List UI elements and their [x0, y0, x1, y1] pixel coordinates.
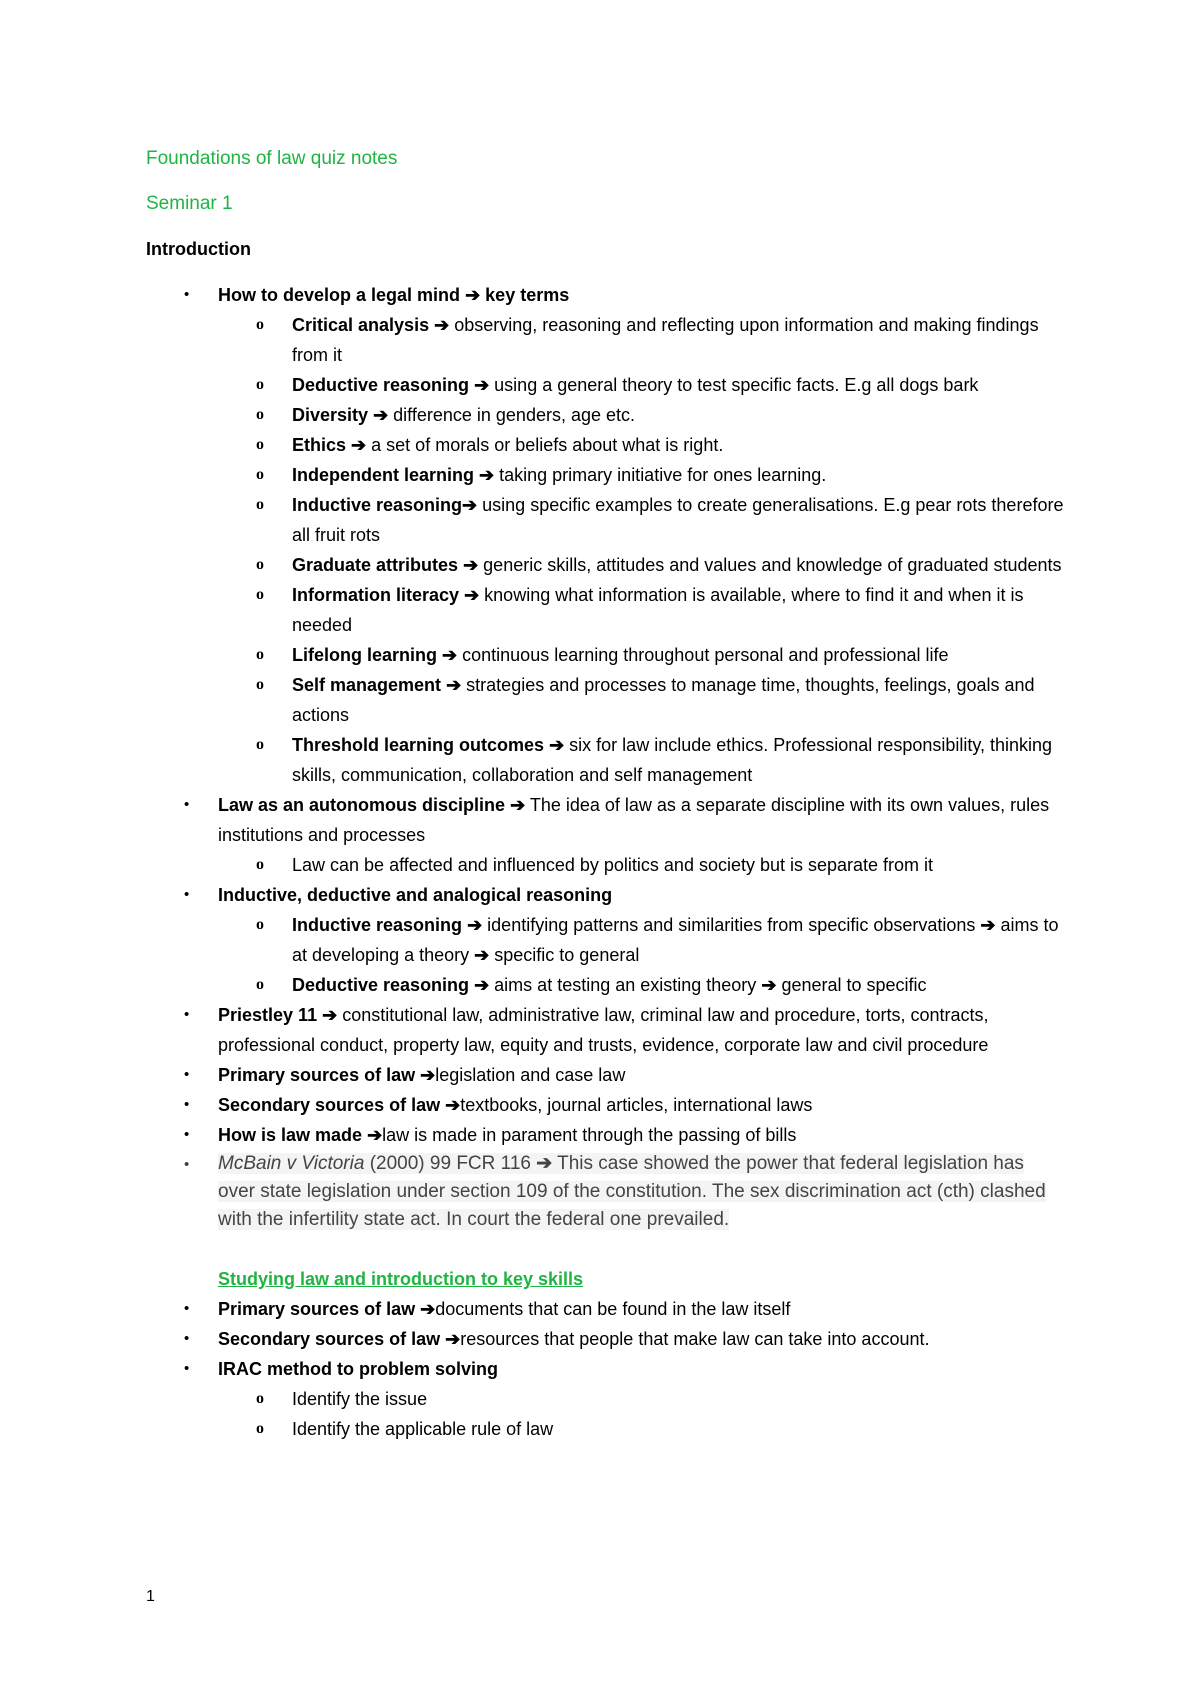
list-item: • How is law made ➔law is made in parament through the passing of bills: [146, 1120, 1066, 1150]
bullet-icon: •: [184, 1066, 190, 1083]
sub-bullet-icon: o: [256, 316, 264, 333]
list-item: • Secondary sources of law ➔resources that people that make law can take into account.: [146, 1324, 1066, 1354]
arrow-icon: ➔: [322, 1005, 338, 1025]
list-item: • Priestley 11 ➔ constitutional law, administrative law, criminal law and procedure, torts, contracts, professional conduct, property law, equity and trusts, evidence, corporate law and civil procedure: [146, 1000, 1066, 1060]
bullet-icon: •: [184, 1096, 190, 1113]
list-item: o Inductive reasoning ➔ identifying patterns and similarities from specific observations ➔ aims to at developing a theory ➔ specific to general: [146, 910, 1066, 970]
case-citation: (2000) 99 FCR 116: [364, 1153, 537, 1174]
list-item: o Deductive reasoning ➔ aims at testing an existing theory ➔ general to specific: [146, 970, 1066, 1000]
sub-bullet-icon: o: [256, 406, 264, 423]
list-item: o Diversity ➔ difference in genders, age etc.: [146, 400, 1066, 430]
document-content: [146, 146, 1066, 1444]
arrow-icon: ➔: [442, 645, 458, 665]
list-item: o Self management ➔ strategies and processes to manage time, thoughts, feelings, goals and actions: [146, 670, 1066, 730]
list-item: o Law can be affected and influenced by politics and society but is separate from it: [146, 850, 1066, 880]
sub-bullet-icon: o: [256, 676, 264, 693]
arrow-icon: ➔: [462, 495, 478, 515]
arrow-icon: ➔: [373, 405, 389, 425]
list-item: o Threshold learning outcomes ➔ six for law include ethics. Professional responsibility, thinking skills, communication, collaboration and self management: [146, 730, 1066, 790]
sub-bullet-icon: o: [256, 586, 264, 603]
list-item: o Lifelong learning ➔ continuous learning throughout personal and professional life: [146, 640, 1066, 670]
bullet-icon: •: [184, 1300, 190, 1317]
arrow-icon: ➔: [446, 675, 462, 695]
sub-bullet-icon: o: [256, 376, 264, 393]
list-item: • Secondary sources of law ➔textbooks, journal articles, international laws: [146, 1090, 1066, 1120]
list-item: o Inductive reasoning➔ using specific examples to create generalisations. E.g pear rots therefore all fruit rots: [146, 490, 1066, 550]
list-item: • Primary sources of law ➔legislation and case law: [146, 1060, 1066, 1090]
list-item: • Primary sources of law ➔documents that can be found in the law itself: [146, 1294, 1066, 1324]
sub-bullet-icon: o: [256, 496, 264, 513]
arrow-icon: ➔: [434, 315, 450, 335]
sub-bullet-icon: o: [256, 856, 264, 873]
arrow-icon: ➔: [549, 735, 565, 755]
arrow-icon: ➔: [980, 915, 996, 935]
bullet-icon: •: [184, 1006, 190, 1023]
list-item: • Law as an autonomous discipline ➔ The idea of law as a separate discipline with its own values, rules institutions and processes: [146, 790, 1066, 850]
arrow-icon: ➔: [510, 795, 526, 815]
sub-bullet-icon: o: [256, 736, 264, 753]
list-item: o Ethics ➔ a set of morals or beliefs about what is right.: [146, 430, 1066, 460]
list-item: o Identify the issue: [146, 1384, 1066, 1414]
section-subheading: Studying law and introduction to key skills: [218, 1269, 584, 1289]
arrow-icon: ➔: [474, 975, 490, 995]
skills-list: [146, 1294, 1066, 1444]
bullet-icon: •: [184, 886, 190, 903]
introduction-heading: Introduction: [146, 239, 251, 259]
sub-bullet-icon: o: [256, 976, 264, 993]
arrow-icon: ➔: [536, 1153, 553, 1174]
sub-bullet-icon: o: [256, 646, 264, 663]
bullet-icon: •: [184, 1126, 190, 1143]
arrow-icon: ➔: [367, 1125, 383, 1145]
arrow-icon: ➔: [464, 585, 480, 605]
sub-bullet-icon: o: [256, 1390, 264, 1407]
arrow-icon: ➔: [465, 285, 481, 305]
sub-bullet-icon: o: [256, 916, 264, 933]
bullet-icon: •: [184, 796, 190, 813]
sub-bullet-icon: o: [256, 556, 264, 573]
bullet-icon: •: [184, 1156, 190, 1173]
arrow-icon: ➔: [420, 1299, 436, 1319]
page-number: 1: [146, 1588, 155, 1605]
list-item: • Inductive, deductive and analogical reasoning: [146, 880, 1066, 910]
arrow-icon: ➔: [445, 1095, 461, 1115]
list-item: • IRAC method to problem solving: [146, 1354, 1066, 1384]
bullet-icon: •: [184, 1360, 190, 1377]
bullet-icon: •: [184, 286, 190, 303]
list-item: o Identify the applicable rule of law: [146, 1414, 1066, 1444]
sub-bullet-icon: o: [256, 466, 264, 483]
sub-bullet-icon: o: [256, 436, 264, 453]
list-item: o Independent learning ➔ taking primary initiative for ones learning.: [146, 460, 1066, 490]
arrow-icon: ➔: [474, 375, 490, 395]
arrow-icon: ➔: [463, 555, 479, 575]
arrow-icon: ➔: [761, 975, 777, 995]
case-list-item: [146, 1150, 1066, 1234]
case-name: McBain v Victoria: [218, 1153, 365, 1174]
list-item: o Deductive reasoning ➔ using a general theory to test specific facts. E.g all dogs bark: [146, 370, 1066, 400]
list-item: o Critical analysis ➔ observing, reasoning and reflecting upon information and making findings from it: [146, 310, 1066, 370]
arrow-icon: ➔: [474, 945, 490, 965]
list-item: • How to develop a legal mind ➔ key terms: [146, 280, 1066, 310]
arrow-icon: ➔: [467, 915, 483, 935]
notes-list: [146, 280, 1066, 1234]
list-item: o Graduate attributes ➔ generic skills, attitudes and values and knowledge of graduated students: [146, 550, 1066, 580]
bullet-icon: •: [184, 1330, 190, 1347]
arrow-icon: ➔: [351, 435, 367, 455]
arrow-icon: ➔: [479, 465, 495, 485]
seminar-heading: Seminar 1: [146, 193, 233, 214]
list-item: o Information literacy ➔ knowing what information is available, where to find it and when it is needed: [146, 580, 1066, 640]
arrow-icon: ➔: [420, 1065, 436, 1085]
arrow-icon: ➔: [445, 1329, 461, 1349]
document-title: Foundations of law quiz notes: [146, 148, 398, 169]
case-description: This case showed the power that federal legislation has over state legislation under section 109 of the constitution. The sex discrimination act (cth) clashed with the infertility state act. In court the federal one prevailed.: [218, 1153, 1046, 1230]
sub-bullet-icon: o: [256, 1420, 264, 1437]
